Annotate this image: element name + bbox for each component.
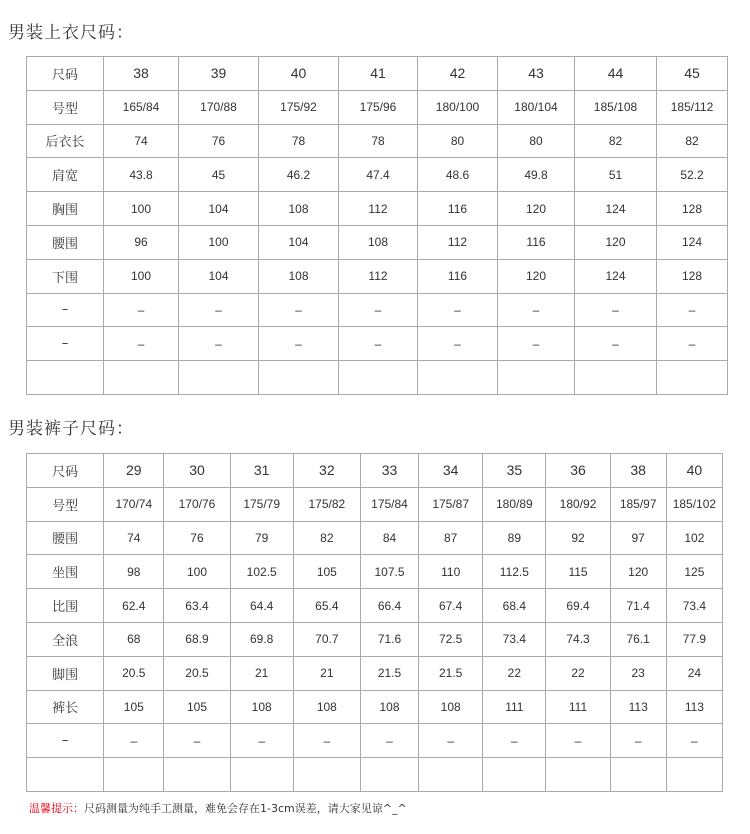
row-label: 号型 bbox=[27, 487, 104, 521]
table-cell: 64.4 bbox=[230, 589, 293, 623]
table-cell: 47.4 bbox=[339, 158, 418, 192]
table-cell: 124 bbox=[575, 192, 657, 226]
table-cell: 116 bbox=[418, 259, 498, 293]
row-label bbox=[27, 361, 104, 395]
table-cell: 105 bbox=[293, 555, 360, 589]
table-cell: 40 bbox=[666, 454, 722, 488]
table-cell bbox=[360, 758, 418, 792]
table-row bbox=[27, 589, 723, 623]
table-cell: 175/82 bbox=[293, 487, 360, 521]
table-cell bbox=[104, 361, 179, 395]
table-cell: – bbox=[179, 293, 259, 327]
table-cell: 33 bbox=[360, 454, 418, 488]
table-cell: 23 bbox=[610, 656, 666, 690]
table-cell: 108 bbox=[230, 690, 293, 724]
table-cell: 78 bbox=[259, 124, 339, 158]
table-cell: 108 bbox=[259, 192, 339, 226]
table-cell: 100 bbox=[179, 225, 259, 259]
row-label: 下围 bbox=[27, 259, 104, 293]
table-cell: 74 bbox=[104, 124, 179, 158]
table-cell: 66.4 bbox=[360, 589, 418, 623]
table-cell: – bbox=[418, 293, 498, 327]
table-cell: 116 bbox=[498, 225, 575, 259]
table-cell: 38 bbox=[104, 57, 179, 91]
table-cell: 105 bbox=[164, 690, 230, 724]
row-label: 肩宽 bbox=[27, 158, 104, 192]
table-row bbox=[27, 158, 728, 192]
table-cell: 78 bbox=[339, 124, 418, 158]
table-cell bbox=[230, 758, 293, 792]
table-row bbox=[27, 454, 723, 488]
note-tip-label: 温馨提示： bbox=[29, 802, 84, 815]
table-cell: 68.4 bbox=[483, 589, 546, 623]
table-cell: 77.9 bbox=[666, 622, 722, 656]
table-cell: 104 bbox=[179, 192, 259, 226]
table-cell: – bbox=[483, 724, 546, 758]
table-cell: 69.4 bbox=[546, 589, 610, 623]
table-cell: 175/87 bbox=[419, 487, 483, 521]
table-cell: 82 bbox=[575, 124, 657, 158]
table-cell: 175/84 bbox=[360, 487, 418, 521]
table-cell: 67.4 bbox=[419, 589, 483, 623]
table-cell: 36 bbox=[546, 454, 610, 488]
table-cell bbox=[657, 361, 728, 395]
row-label: 后衣长 bbox=[27, 124, 104, 158]
table-cell bbox=[259, 361, 339, 395]
row-label: – bbox=[27, 293, 104, 327]
table-cell: 68.9 bbox=[164, 622, 230, 656]
table-cell: 82 bbox=[657, 124, 728, 158]
table-cell: 104 bbox=[179, 259, 259, 293]
table-cell: – bbox=[610, 724, 666, 758]
table-cell: 92 bbox=[546, 521, 610, 555]
table-cell: 111 bbox=[483, 690, 546, 724]
table-row bbox=[27, 124, 728, 158]
table-cell: 108 bbox=[339, 225, 418, 259]
table-cell bbox=[293, 758, 360, 792]
table-cell: 49.8 bbox=[498, 158, 575, 192]
table-cell: – bbox=[546, 724, 610, 758]
table-cell: 104 bbox=[259, 225, 339, 259]
table-cell: 111 bbox=[546, 690, 610, 724]
row-label bbox=[27, 758, 104, 792]
table-cell: – bbox=[104, 293, 179, 327]
table-cell: 112.5 bbox=[483, 555, 546, 589]
table-cell: 108 bbox=[293, 690, 360, 724]
table-cell: – bbox=[575, 327, 657, 361]
table-cell: 32 bbox=[293, 454, 360, 488]
table-cell: 165/84 bbox=[104, 90, 179, 124]
table-cell: 112 bbox=[339, 259, 418, 293]
table-cell: 108 bbox=[360, 690, 418, 724]
table-cell: 115 bbox=[546, 555, 610, 589]
table-cell bbox=[164, 758, 230, 792]
row-label: 比围 bbox=[27, 589, 104, 623]
table-cell: – bbox=[339, 327, 418, 361]
table-cell: 48.6 bbox=[418, 158, 498, 192]
table-row bbox=[27, 361, 728, 395]
table-cell: 108 bbox=[419, 690, 483, 724]
table-cell: 80 bbox=[498, 124, 575, 158]
table-cell: 180/104 bbox=[498, 90, 575, 124]
table-cell: 120 bbox=[575, 225, 657, 259]
table-cell: – bbox=[360, 724, 418, 758]
table-cell: 100 bbox=[104, 192, 179, 226]
table-cell: 68 bbox=[104, 622, 164, 656]
table-cell: 185/108 bbox=[575, 90, 657, 124]
table-cell: 41 bbox=[339, 57, 418, 91]
table-cell bbox=[483, 758, 546, 792]
table-cell: 180/100 bbox=[418, 90, 498, 124]
table-cell: 175/79 bbox=[230, 487, 293, 521]
table-cell: 71.6 bbox=[360, 622, 418, 656]
table-cell: 69.8 bbox=[230, 622, 293, 656]
table-cell: 102.5 bbox=[230, 555, 293, 589]
shirt-size-table bbox=[26, 56, 728, 395]
table-row bbox=[27, 724, 723, 758]
table-cell: – bbox=[230, 724, 293, 758]
table-cell bbox=[575, 361, 657, 395]
table-cell: 39 bbox=[179, 57, 259, 91]
table-cell: 89 bbox=[483, 521, 546, 555]
table-cell: 120 bbox=[498, 192, 575, 226]
table-cell: 87 bbox=[419, 521, 483, 555]
row-label: 坐围 bbox=[27, 555, 104, 589]
table-cell: 44 bbox=[575, 57, 657, 91]
table-cell: 180/92 bbox=[546, 487, 610, 521]
table-cell: 21 bbox=[293, 656, 360, 690]
table-cell: 73.4 bbox=[483, 622, 546, 656]
table-cell: 124 bbox=[657, 225, 728, 259]
table-cell: 180/89 bbox=[483, 487, 546, 521]
table-cell: 42 bbox=[418, 57, 498, 91]
table-cell: 30 bbox=[164, 454, 230, 488]
table-cell: 97 bbox=[610, 521, 666, 555]
table-cell: 110 bbox=[419, 555, 483, 589]
table-row bbox=[27, 90, 728, 124]
table-cell: 175/92 bbox=[259, 90, 339, 124]
table-cell: – bbox=[657, 327, 728, 361]
table-cell: – bbox=[164, 724, 230, 758]
table-cell: 62.4 bbox=[104, 589, 164, 623]
table-row bbox=[27, 327, 728, 361]
table-cell bbox=[666, 758, 722, 792]
table-cell: – bbox=[104, 327, 179, 361]
table-cell bbox=[339, 361, 418, 395]
table-row bbox=[27, 259, 728, 293]
table-cell: 76 bbox=[164, 521, 230, 555]
row-label: 尺码 bbox=[27, 57, 104, 91]
table-cell: – bbox=[339, 293, 418, 327]
row-label: 号型 bbox=[27, 90, 104, 124]
table-row bbox=[27, 487, 723, 521]
table-row bbox=[27, 293, 728, 327]
table-cell: 52.2 bbox=[657, 158, 728, 192]
shirt-size-title: 男装上衣尺码： bbox=[8, 23, 134, 43]
table-cell: 170/88 bbox=[179, 90, 259, 124]
table-cell: 71.4 bbox=[610, 589, 666, 623]
table-cell bbox=[419, 758, 483, 792]
table-cell: 43.8 bbox=[104, 158, 179, 192]
table-cell: 185/97 bbox=[610, 487, 666, 521]
table-cell: 105 bbox=[104, 690, 164, 724]
table-cell: 107.5 bbox=[360, 555, 418, 589]
table-cell: – bbox=[666, 724, 722, 758]
table-cell: 120 bbox=[498, 259, 575, 293]
table-cell: 100 bbox=[104, 259, 179, 293]
table-row bbox=[27, 521, 723, 555]
table-row bbox=[27, 622, 723, 656]
table-cell: – bbox=[498, 327, 575, 361]
table-cell: 74 bbox=[104, 521, 164, 555]
table-cell: 40 bbox=[259, 57, 339, 91]
table-cell: 82 bbox=[293, 521, 360, 555]
table-cell bbox=[610, 758, 666, 792]
table-cell: 20.5 bbox=[164, 656, 230, 690]
table-cell: 31 bbox=[230, 454, 293, 488]
table-cell: 21 bbox=[230, 656, 293, 690]
table-cell: – bbox=[179, 327, 259, 361]
table-cell: 102 bbox=[666, 521, 722, 555]
table-cell: 108 bbox=[259, 259, 339, 293]
table-cell: 128 bbox=[657, 259, 728, 293]
table-cell: 45 bbox=[179, 158, 259, 192]
table-cell: 70.7 bbox=[293, 622, 360, 656]
row-label: 腰围 bbox=[27, 521, 104, 555]
table-cell: 51 bbox=[575, 158, 657, 192]
table-row bbox=[27, 656, 723, 690]
table-cell: 113 bbox=[610, 690, 666, 724]
table-cell bbox=[546, 758, 610, 792]
table-cell: 84 bbox=[360, 521, 418, 555]
table-cell: 74.3 bbox=[546, 622, 610, 656]
table-cell: 113 bbox=[666, 690, 722, 724]
table-cell: – bbox=[418, 327, 498, 361]
row-label: – bbox=[27, 327, 104, 361]
table-cell: 100 bbox=[164, 555, 230, 589]
table-cell bbox=[179, 361, 259, 395]
table-cell: 21.5 bbox=[360, 656, 418, 690]
table-cell: – bbox=[259, 293, 339, 327]
table-row bbox=[27, 758, 723, 792]
row-label: 胸围 bbox=[27, 192, 104, 226]
table-cell: 73.4 bbox=[666, 589, 722, 623]
row-label: 脚围 bbox=[27, 656, 104, 690]
table-cell: 22 bbox=[483, 656, 546, 690]
table-cell: 22 bbox=[546, 656, 610, 690]
row-label: – bbox=[27, 724, 104, 758]
table-row bbox=[27, 57, 728, 91]
table-cell: – bbox=[259, 327, 339, 361]
pants-size-table bbox=[26, 453, 723, 792]
table-cell: 20.5 bbox=[104, 656, 164, 690]
table-cell bbox=[418, 361, 498, 395]
table-cell: – bbox=[657, 293, 728, 327]
table-row bbox=[27, 690, 723, 724]
table-cell: – bbox=[419, 724, 483, 758]
table-cell: 128 bbox=[657, 192, 728, 226]
table-cell: 170/76 bbox=[164, 487, 230, 521]
table-cell: – bbox=[575, 293, 657, 327]
row-label: 裤长 bbox=[27, 690, 104, 724]
table-cell: 170/74 bbox=[104, 487, 164, 521]
table-cell: 98 bbox=[104, 555, 164, 589]
table-cell: 80 bbox=[418, 124, 498, 158]
table-cell: 46.2 bbox=[259, 158, 339, 192]
table-cell: 24 bbox=[666, 656, 722, 690]
table-cell: 43 bbox=[498, 57, 575, 91]
table-cell: 76.1 bbox=[610, 622, 666, 656]
table-cell: 79 bbox=[230, 521, 293, 555]
table-cell: – bbox=[293, 724, 360, 758]
table-cell: 125 bbox=[666, 555, 722, 589]
table-cell: – bbox=[498, 293, 575, 327]
table-cell: 116 bbox=[418, 192, 498, 226]
table-cell: 34 bbox=[419, 454, 483, 488]
table-cell: 96 bbox=[104, 225, 179, 259]
row-label: 全浪 bbox=[27, 622, 104, 656]
table-cell: 65.4 bbox=[293, 589, 360, 623]
table-cell: 124 bbox=[575, 259, 657, 293]
table-row bbox=[27, 555, 723, 589]
table-cell: 29 bbox=[104, 454, 164, 488]
pants-size-title: 男装裤子尺码： bbox=[8, 419, 134, 439]
row-label: 尺码 bbox=[27, 454, 104, 488]
table-cell: 35 bbox=[483, 454, 546, 488]
table-cell: 21.5 bbox=[419, 656, 483, 690]
table-cell: 38 bbox=[610, 454, 666, 488]
table-cell: 175/96 bbox=[339, 90, 418, 124]
table-cell bbox=[498, 361, 575, 395]
table-row bbox=[27, 225, 728, 259]
table-cell: 76 bbox=[179, 124, 259, 158]
table-cell: 45 bbox=[657, 57, 728, 91]
table-cell: 120 bbox=[610, 555, 666, 589]
table-cell bbox=[104, 758, 164, 792]
measurement-note bbox=[29, 800, 407, 816]
row-label: 腰围 bbox=[27, 225, 104, 259]
table-cell: 112 bbox=[418, 225, 498, 259]
table-row bbox=[27, 192, 728, 226]
table-cell: 112 bbox=[339, 192, 418, 226]
table-cell: 63.4 bbox=[164, 589, 230, 623]
table-cell: – bbox=[104, 724, 164, 758]
note-text: 尺码测量为纯手工测量，难免会存在1-3cm误差，请大家见谅^_^ bbox=[84, 802, 407, 815]
table-cell: 72.5 bbox=[419, 622, 483, 656]
table-cell: 185/112 bbox=[657, 90, 728, 124]
table-cell: 185/102 bbox=[666, 487, 722, 521]
